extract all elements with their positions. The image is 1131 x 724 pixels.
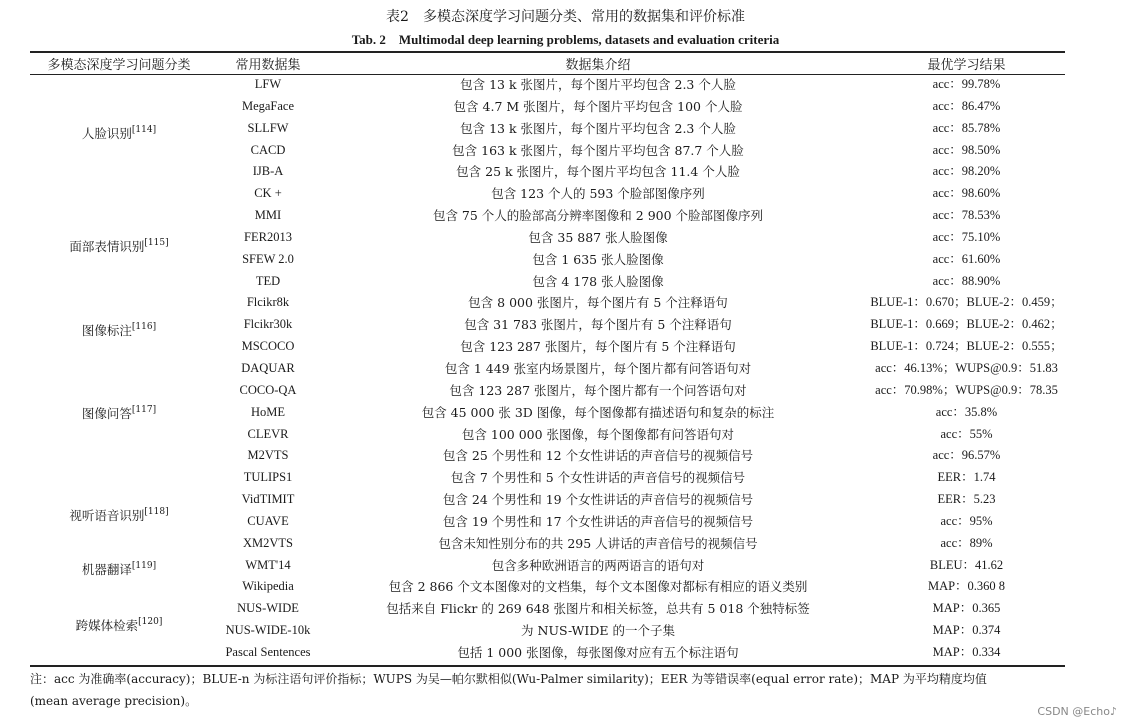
dataset-cell: DAQUAR (241, 360, 295, 375)
intro-cell: 包含 24 个男性和 19 个女性讲话的声音信号的视频信号 (442, 492, 754, 508)
dataset-cell: VidTIMIT (241, 492, 295, 507)
dataset-cell: Pascal Sentences (225, 644, 311, 659)
result-cell: acc：46.13%；WUPS@0.9：51.83 (875, 360, 1058, 375)
dataset-cell: CK + (254, 186, 282, 201)
intro-cell: 包含 31 783 张图片，每个图片有 5 个注释语句 (464, 317, 732, 333)
dataset-cell: TULIPS1 (243, 470, 293, 485)
result-cell: acc：98.60% (932, 186, 1001, 201)
dataset-cell: CACD (250, 142, 286, 157)
intro-cell: 包含 19 个男性和 17 个女性讲话的声音信号的视频信号 (442, 513, 754, 529)
category-cell (30, 358, 208, 445)
dataset-cell: MSCOCO (241, 339, 295, 354)
table-note (30, 668, 1090, 712)
dataset-cell: WMT'14 (245, 557, 291, 572)
result-cell: MAP：0.374 (932, 623, 1001, 638)
category-ref: [115] (144, 237, 169, 248)
category-name: 跨媒体检索 (75, 618, 139, 634)
category-label (30, 120, 208, 145)
watermark: CSDN @Echo♪ (1037, 705, 1117, 718)
intro-cell: 包含 163 k 张图片，每个图片平均包含 87.7 个人脸 (452, 142, 744, 158)
intro-cell: 包括来自 Flickr 的 269 648 张图片和相关标签，总共有 5 018 个独特标签 (386, 601, 810, 617)
intro-cell: 包含 123 287 张图片，每个图片有 5 个注释语句 (460, 339, 736, 355)
intro-cell: 包含 75 个人的脸部高分辨率图像和 2 900 个脸部图像序列 (432, 208, 764, 224)
category-ref: [120] (138, 617, 163, 628)
intro-cell: 包含 35 887 张人脸图像 (528, 229, 668, 245)
header-result: 最优学习结果 (927, 58, 1006, 73)
dataset-cell: NUS-WIDE (237, 601, 299, 616)
dataset-cell: Flcikr30k (243, 317, 293, 332)
category-ref: [114] (131, 124, 157, 135)
table-caption-en: Tab. 2 Multimodal deep learning problems, datasets and evaluation criteria (351, 32, 780, 47)
category-cell (30, 74, 208, 183)
result-cell: MAP：0.360 8 (927, 579, 1006, 594)
dataset-cell: SLLFW (247, 120, 289, 135)
result-cell: acc：85.78% (932, 120, 1001, 135)
table-row (30, 358, 1065, 380)
result-cell: acc：35.8% (935, 404, 998, 419)
category-label (30, 400, 208, 425)
header-category: 多模态深度学习问题分类 (47, 58, 191, 73)
data-table (30, 53, 1065, 664)
table-row (30, 576, 1065, 598)
intro-cell: 包含 7 个男性和 5 个女性讲话的声音信号的视频信号 (450, 470, 746, 486)
result-cell: MAP：0.365 (932, 601, 1001, 616)
result-cell: acc：86.47% (932, 98, 1001, 113)
result-cell: MAP：0.334 (932, 644, 1001, 659)
result-cell: acc：98.50% (932, 142, 1001, 157)
intro-cell: 包含 25 k 张图片，每个图片平均包含 11.4 个人脸 (456, 164, 740, 180)
table-caption-cn: 表2 多模态深度学习问题分类、常用的数据集和评价标准 (386, 9, 745, 25)
intro-cell: 包含 2 866 个文本图像对的文档集，每个文本图像对都标有相应的语义类别 (388, 579, 808, 595)
intro-cell: 包含 8 000 张图片，每个图片有 5 个注释语句 (468, 295, 728, 311)
intro-cell: 包含 1 635 张人脸图像 (532, 251, 664, 267)
result-cell: acc：88.90% (932, 273, 1001, 288)
note-line-1: 注：acc 为准确率(accuracy)；BLUE-n 为标注语句评价指标；WUPS 为吴—帕尔默相似(Wu-Palmer similarity)；EER 为等错误率(equal error rate)；MAP 为平均精度均值 (30, 672, 987, 686)
dataset-cell: XM2VTS (242, 535, 293, 550)
intro-cell: 包含 100 000 张图像，每个图像都有问答语句对 (461, 426, 735, 442)
header-intro: 数据集介绍 (565, 58, 631, 73)
result-cell: EER：5.23 (937, 492, 996, 507)
dataset-cell: IJB-A (252, 164, 284, 179)
intro-cell: 包含 4 178 张人脸图像 (532, 273, 664, 289)
category-name: 图像标注 (81, 323, 132, 339)
header-dataset: 常用数据集 (235, 58, 301, 73)
result-cell: EER：1.74 (937, 470, 996, 485)
intro-cell: 包含 45 000 张 3D 图像，每个图像都有描述语句和复杂的标注 (421, 404, 775, 420)
dataset-cell: CLEVR (247, 426, 289, 441)
intro-cell: 包含 123 个人的 593 个脸部图像序列 (491, 186, 705, 202)
intro-cell: 包含 25 个男性和 12 个女性讲话的声音信号的视频信号 (442, 448, 754, 464)
intro-cell: 包含 123 287 张图片，每个图片都有一个问答语句对 (449, 382, 747, 398)
table-row (30, 292, 1065, 314)
intro-cell: 包含 13 k 张图片，每个图片平均包含 2.3 个人脸 (460, 120, 736, 136)
intro-cell: 包括 1 000 张图像，每张图像对应有五个标注语句 (457, 644, 739, 660)
intro-cell: 为 NUS-WIDE 的一个子集 (521, 623, 675, 639)
note-line-2: (mean average precision)。 (30, 694, 198, 708)
category-cell (30, 445, 208, 554)
dataset-cell: COCO-QA (239, 382, 297, 397)
result-cell: BLUE-1：0.724；BLUE-2：0.555； (870, 339, 1063, 354)
dataset-cell: M2VTS (247, 448, 289, 463)
category-cell (30, 555, 208, 577)
intro-cell: 包含 1 449 张室内场景图片，每个图片都有问答语句对 (444, 360, 752, 376)
category-ref: [118] (144, 506, 169, 517)
table-row (30, 74, 1065, 96)
result-cell: acc：61.60% (932, 251, 1001, 266)
result-cell: acc：78.53% (932, 208, 1001, 223)
category-label (30, 612, 208, 637)
category-name: 图像问答 (81, 405, 132, 421)
dataset-cell: Flcikr8k (246, 295, 290, 310)
table-row (30, 183, 1065, 205)
header-row (30, 53, 1065, 74)
intro-cell: 包含 4.7 M 张图片，每个图片平均包含 100 个人脸 (453, 98, 743, 114)
category-name: 面部表情识别 (69, 238, 145, 254)
result-cell: acc：55% (940, 426, 993, 441)
category-label (30, 317, 208, 342)
result-cell: acc：96.57% (932, 448, 1001, 463)
dataset-cell: SFEW 2.0 (242, 251, 294, 266)
category-name: 视听语音识别 (69, 507, 145, 523)
category-name: 人脸识别 (81, 125, 132, 141)
dataset-cell: LFW (254, 77, 282, 91)
result-cell: BLUE-1：0.669；BLUE-2：0.462； (870, 317, 1063, 332)
category-name: 机器翻译 (81, 562, 132, 578)
dataset-cell: Wikipedia (242, 579, 294, 594)
dataset-cell: HoME (250, 404, 286, 419)
category-label (30, 233, 208, 258)
table-row (30, 445, 1065, 467)
category-cell (30, 183, 208, 292)
bottom-rule (30, 665, 1065, 667)
result-cell: acc：95% (940, 513, 993, 528)
dataset-cell: TED (255, 273, 281, 288)
table-body (30, 74, 1065, 664)
dataset-cell: MegaFace (241, 98, 295, 113)
intro-cell: 包含 13 k 张图片，每个图片平均包含 2.3 个人脸 (460, 77, 736, 92)
result-cell: acc：99.78% (932, 77, 1001, 91)
result-cell: BLUE-1：0.670；BLUE-2：0.459； (870, 295, 1063, 310)
category-ref: [119] (131, 561, 157, 572)
category-cell (30, 292, 208, 358)
result-cell: acc：70.98%；WUPS@0.9：78.35 (875, 382, 1058, 397)
result-cell: acc：89% (940, 535, 993, 550)
result-cell: acc：98.20% (932, 164, 1001, 179)
table-row (30, 555, 1065, 577)
dataset-cell: CUAVE (247, 513, 289, 528)
category-label (30, 502, 208, 527)
intro-cell: 包含多种欧洲语言的两两语言的语句对 (491, 557, 705, 573)
category-cell (30, 576, 208, 663)
intro-cell: 包含未知性别分布的共 295 人讲话的声音信号的视频信号 (438, 535, 758, 551)
dataset-cell: MMI (254, 208, 282, 223)
dataset-cell: FER2013 (244, 229, 292, 244)
category-ref: [116] (131, 322, 157, 333)
result-cell: acc：75.10% (932, 229, 1001, 244)
category-ref: [117] (131, 404, 157, 415)
dataset-cell: NUS-WIDE-10k (225, 623, 311, 638)
result-cell: BLEU：41.62 (929, 557, 1004, 572)
